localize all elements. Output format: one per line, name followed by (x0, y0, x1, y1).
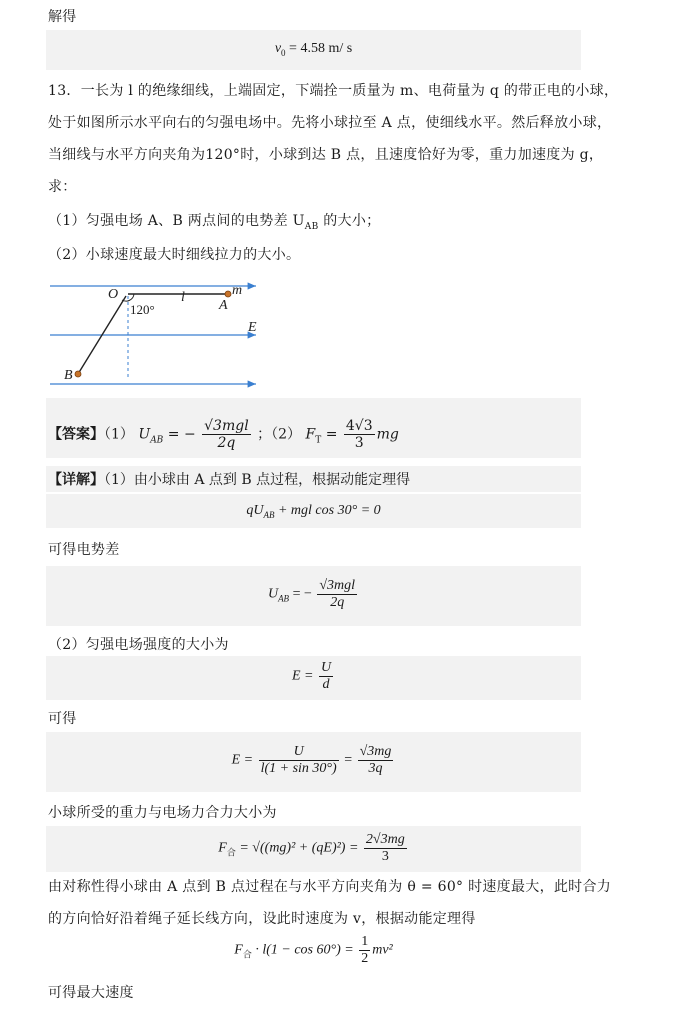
sub-question-1: （1）匀强电场 A、B 两点间的电势差 $U_{AB}$ 的大小； (48, 213, 381, 232)
ball-B (75, 371, 81, 377)
label-O: O (108, 287, 119, 302)
answer-box (46, 398, 581, 458)
sub-question-2: （2）小球速度最大时细线拉力的大小。 (48, 247, 301, 263)
f-fraction: $\frac{2√3mg}{3}$ (365, 832, 405, 864)
label-B: B (64, 368, 73, 383)
equation-v0: $v_0 = 4.58$ m/ s (274, 41, 353, 58)
text-symmetry-line2: 的方向恰好沿着绳子延长线方向，设此时速度为 v，根据动能定理得 (48, 911, 476, 927)
answer-line: 【答案】（1） $U_{AB}$ = − $\frac{\text{√3mgl}}{2q}$ ；（2） $F_T$ = $\frac{4√3}{3}$ mg (48, 418, 399, 451)
equation-uab: $U_{AB}$ = − $\frac{\text{√3mgl}}{2q}$ (267, 578, 356, 610)
equation-e1: E = $\frac{U}{d}$ (291, 660, 332, 692)
text-part2: （2）匀强电场强度的大小为 (48, 637, 229, 653)
answer-fraction-2: $\frac{4√3}{3}$ (345, 418, 373, 451)
question-13-line4: 求： (48, 179, 77, 195)
equation-ke: $F_合 \cdot l(1 - \cos 60^\circ)$ = $\frac{1}{2}$ mv² (234, 934, 393, 966)
question-13-line1: 13．一长为 l 的绝缘细线，上端固定，下端拴一质量为 m、电荷量为 q 的带正电的小球， (48, 83, 619, 99)
equation-ke-wrap (46, 930, 581, 974)
equation-box-e1 (46, 656, 581, 700)
detail-line: 【详解】（1）由小球由 A 点到 B 点过程，根据动能定理得 (48, 472, 411, 488)
uab-fraction: $\frac{\text{√3mgl}}{2q}$ (319, 578, 356, 610)
equation-box-e2 (46, 732, 581, 792)
equation-box-v0 (46, 30, 581, 70)
equation-box-energy (46, 494, 581, 528)
label-A: A (219, 298, 228, 313)
figure-pendulum (46, 278, 266, 394)
e1-fraction: $\frac{U}{d}$ (320, 660, 332, 692)
text-kede: 可得 (48, 711, 77, 727)
ke-fraction: $\frac{1}{2}$ (361, 934, 369, 966)
label-m: m (232, 283, 243, 298)
detail-line-box (46, 466, 581, 492)
label-E: E (248, 320, 257, 335)
text-kede-dianshicha: 可得电势差 (48, 542, 120, 558)
label-angle: 120° (130, 302, 155, 317)
equation-box-uab (46, 566, 581, 626)
equation-energy: $qU_{AB}$ + mgl cos 30° = 0 (246, 503, 381, 520)
equation-f: $F_合 = √((mg)^2 + (qE)^2)$ = $\frac{2√3mg}{3}$ (218, 832, 405, 864)
ball-A (225, 291, 231, 297)
e2-fraction-2: $\frac{√3mg}{3q}$ (359, 744, 392, 776)
label-l: l (181, 290, 185, 305)
text-jiede: 解得 (48, 9, 77, 25)
question-13-line2: 处于如图所示水平向右的匀强电场中。先将小球拉至 A 点，使细线水平。然后释放小球， (48, 115, 612, 131)
text-max-velocity: 可得最大速度 (48, 985, 134, 1001)
equation-box-f (46, 826, 581, 872)
answer-fraction-1: $\frac{\text{√3mgl}}{2q}$ (204, 418, 249, 451)
text-symmetry-line1: 由对称性得小球由 A 点到 B 点过程在与水平方向夹角为 θ = 60° 时速度最大，此时合力 (48, 879, 612, 895)
question-13-line3: 当细线与水平方向夹角为120°时，小球到达 B 点，且速度恰好为零，重力加速度为 g， (48, 147, 604, 163)
text-resultant: 小球所受的重力与电场力合力大小为 (48, 805, 277, 821)
equation-e2: E = $\frac{U}{l(1 + \sin 30^\circ)}$ = $\frac{√3mg}{3q}$ (231, 744, 392, 776)
e2-fraction-1: $\frac{U}{l(1 + \sin 30^\circ)}$ (260, 744, 337, 776)
